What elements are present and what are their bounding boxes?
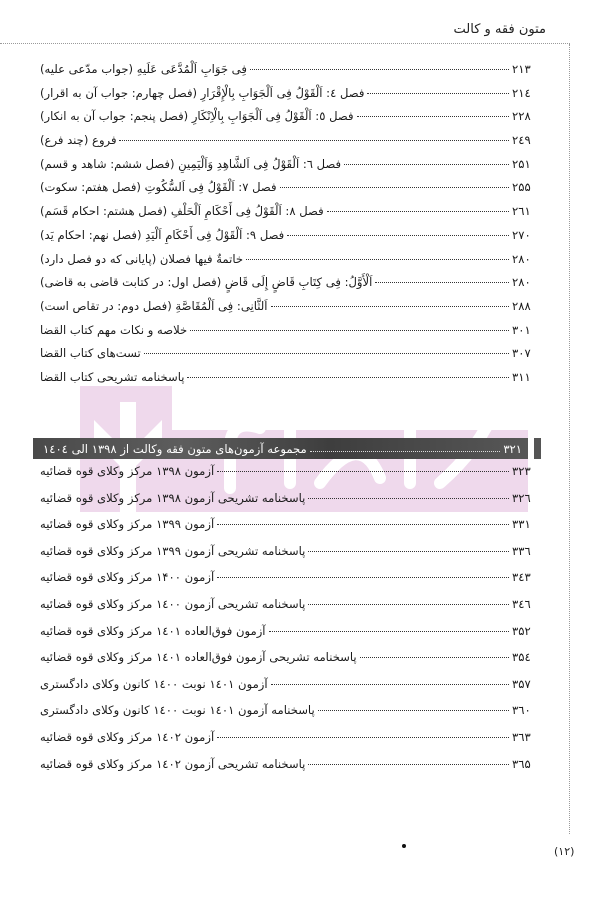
entry-page: ۲۸۰ [512, 251, 531, 266]
toc-entry[interactable] [40, 228, 540, 252]
toc-entry[interactable] [40, 517, 540, 544]
leader-dots [271, 306, 510, 307]
leader-dots [217, 471, 509, 472]
toc-entry[interactable] [40, 299, 540, 323]
leader-dots [318, 710, 509, 711]
entry-page: ۲۱۳ [512, 62, 531, 76]
toc-entry[interactable] [40, 624, 540, 651]
leader-dots [119, 140, 509, 141]
entry-title: فصل ٩: اَلْقَوْلُ فِی أَحْکَامِ اَلْیَدِ (فصل نهم: احکام یَد) [40, 227, 285, 242]
leader-dots [327, 211, 509, 212]
entry-title: خاتمةٌ فیها فصلان (پایانی که دو فصل دارد) [40, 251, 244, 266]
entry-page: ۳۵۷ [512, 676, 531, 691]
entry-title: اَلثَّانِی: فِی اَلْمُقَاصَّةِ (فصل دوم: در تقاص است) [40, 298, 268, 313]
section-heading-band[interactable] [33, 438, 528, 459]
toc-entry[interactable] [40, 544, 540, 571]
entry-title: فصل ٨: اَلْقَوْلُ فِی أَحْکَامِ اَلْحَلْفِ (فصل هشتم: احکام قَسَم) [40, 204, 324, 219]
entry-page: ۳۵۲ [512, 623, 531, 638]
entry-title: پاسخنامه تشریحی آزمون ۱۳۹۹ مرکز وکلای قوه قضائیه [40, 543, 306, 558]
section-marker [534, 438, 541, 459]
leader-dots [190, 330, 509, 331]
entry-title: آزمون ۱٤۰۱ نوبت ۱٤۰۰ کانون وکلای دادگستری [40, 676, 268, 691]
toc-entry[interactable] [40, 180, 540, 204]
toc-entry[interactable] [40, 570, 540, 597]
toc-section-1 [40, 62, 540, 394]
entry-title: تست‌های کتاب القضا [40, 346, 141, 361]
entry-title: آزمون ۱۴۰۰ مرکز وکلای قوه قضائیه [40, 570, 215, 585]
leader-dots [344, 164, 509, 165]
toc-entry[interactable] [40, 730, 540, 757]
toc-entry[interactable] [40, 597, 540, 624]
entry-page: ۳۲٦ [512, 490, 531, 505]
leader-dots [280, 187, 510, 188]
entry-title: آزمون ۱۳۹۹ مرکز وکلای قوه قضائیه [40, 517, 215, 532]
entry-page: ۲٤۹ [512, 133, 531, 148]
entry-page: ۲۵۱ [512, 156, 531, 171]
entry-title: پاسخنامه آزمون ۱٤۰۱ نوبت ۱٤۰۰ کانون وکلای دادگستری [40, 703, 315, 718]
toc-entry[interactable] [40, 677, 540, 704]
entry-title: فصل ٦: اَلْقَوْلُ فِی اَلشَّاهِدِ وَاَلْیَمِینِ (فصل ششم: شاهد و قسم) [40, 156, 342, 171]
leader-dots [357, 116, 510, 117]
entry-title: پاسخنامه تشریحی آزمون فوق‌العاده ۱٤۰۱ مرکز وکلای قوه قضائیه [40, 650, 357, 665]
leader-dots [375, 282, 509, 283]
entry-page: ۲۸۰ [512, 275, 531, 290]
leader-dots [308, 551, 509, 552]
entry-page: ۳۳٦ [512, 543, 531, 558]
leader-dots [308, 764, 509, 765]
entry-page: ۲۵۵ [512, 180, 531, 195]
leader-dots [217, 524, 509, 525]
toc-entry[interactable] [40, 86, 540, 110]
leader-dots [217, 737, 509, 738]
entry-page: ۲٦۱ [512, 204, 531, 219]
entry-page: ۳۲۳ [512, 464, 531, 478]
toc-entry[interactable] [40, 757, 540, 784]
section-heading-page: ۳۲۱ [503, 441, 522, 456]
toc-entry[interactable] [40, 650, 540, 677]
toc-entry[interactable] [40, 370, 540, 394]
entry-title: پاسخنامه تشریحی آزمون ۱۳۹۸ مرکز وکلای قوه قضائیه [40, 490, 306, 505]
leader-dots [271, 684, 509, 685]
entry-title: پاسخنامه تشریحی آزمون ۱٤۰۰ مرکز وکلای قوه قضائیه [40, 596, 306, 611]
entry-title: پاسخنامه تشریحی آزمون ۱٤۰۲ مرکز وکلای قوه قضائیه [40, 756, 306, 771]
entry-title: آزمون فوق‌العاده ۱٤۰۱ مرکز وکلای قوه قضائیه [40, 623, 266, 638]
entry-page: ۲۱٤ [512, 85, 531, 100]
toc-entry[interactable] [40, 491, 540, 518]
entry-title: فصل ٥: اَلْقَوْلُ فِی اَلْجَوَابِ بِالْاِنْکَارِ (فصل پنجم: جواب آن به انکار) [40, 109, 354, 124]
toc-entry[interactable] [40, 62, 540, 86]
leader-dots [187, 377, 509, 378]
entry-page: ۳۱۱ [512, 369, 531, 384]
leader-dots [308, 498, 509, 499]
entry-title: فروع (چند فرع) [40, 133, 117, 148]
leader-dots [269, 631, 509, 632]
toc-entry[interactable] [40, 703, 540, 730]
entry-page: ۳۳۱ [512, 517, 531, 532]
entry-title: فصل ٤: اَلْقَوْلُ فِی اَلْجَوَابِ بِالْإِقْرَارِ (فصل چهارم: جواب آن به اقرار) [40, 85, 365, 100]
leader-dots [308, 604, 509, 605]
entry-title: خلاصه و نکات مهم کتاب القضا [40, 322, 188, 337]
page-number: (۱۲) [554, 845, 575, 858]
entry-page: ۳٦۳ [512, 729, 531, 744]
leader-dots [287, 235, 509, 236]
toc-entry[interactable] [40, 157, 540, 181]
entry-title: فصل ٧: اَلْقَوْلُ فِی اَلسُّکُوتِ (فصل هفتم: سکوت) [40, 180, 277, 195]
entry-title: فِی جَوَابِ اَلْمُدَّعَی عَلَیهِ (جواب مدّعی علیه) [40, 62, 247, 76]
entry-page: ۳٦۰ [512, 703, 531, 718]
leader-dots [310, 451, 501, 452]
margin-rule [569, 44, 570, 834]
entry-page: ۳۰۷ [512, 346, 531, 361]
entry-title: آزمون ۱٤۰۲ مرکز وکلای قوه قضائیه [40, 729, 215, 744]
toc-entry[interactable] [40, 204, 540, 228]
entry-page: ۳٤٦ [512, 596, 531, 611]
toc-entry[interactable] [40, 109, 540, 133]
leader-dots [217, 577, 509, 578]
running-title: متون فقه و کالت [448, 22, 552, 37]
entry-page: ۲۷۰ [512, 227, 531, 242]
entry-page: ۳٦۵ [512, 756, 531, 771]
leader-dots [144, 353, 509, 354]
entry-page: ۲۸۸ [512, 298, 531, 313]
toc-entry[interactable] [40, 275, 540, 299]
leader-dots [246, 259, 509, 260]
print-dot [402, 844, 406, 848]
leader-dots [360, 657, 509, 658]
header-rule [0, 43, 570, 44]
entry-page: ۳٤۳ [512, 570, 531, 585]
toc-entry[interactable] [40, 323, 540, 347]
leader-dots [367, 93, 509, 94]
leader-dots [250, 69, 509, 70]
toc-entry[interactable] [40, 133, 540, 157]
entry-title: پاسخنامه تشریحی کتاب القضا [40, 369, 185, 384]
entry-title: اَلْأَوَّلُ: فِی کِتَابِ قَاضٍ إِلَی قَاضٍ (فصل اول: در کتابت قاضی به قاضی) [40, 275, 373, 290]
toc-entry[interactable] [40, 346, 540, 370]
entry-page: ۳۰۱ [512, 322, 531, 337]
toc-section-2 [40, 464, 540, 783]
entry-page: ۳۵٤ [512, 650, 531, 665]
toc-entry[interactable] [40, 464, 540, 491]
section-heading-title: مجموعه آزمون‌های متون فقه وکالت از ۱۳۹۸ الی ۱٤۰٤ [43, 441, 307, 456]
toc-entry[interactable] [40, 252, 540, 276]
entry-title: آزمون ۱۳۹۸ مرکز وکلای قوه قضائیه [40, 464, 215, 478]
entry-page: ۲۲۸ [512, 109, 531, 124]
